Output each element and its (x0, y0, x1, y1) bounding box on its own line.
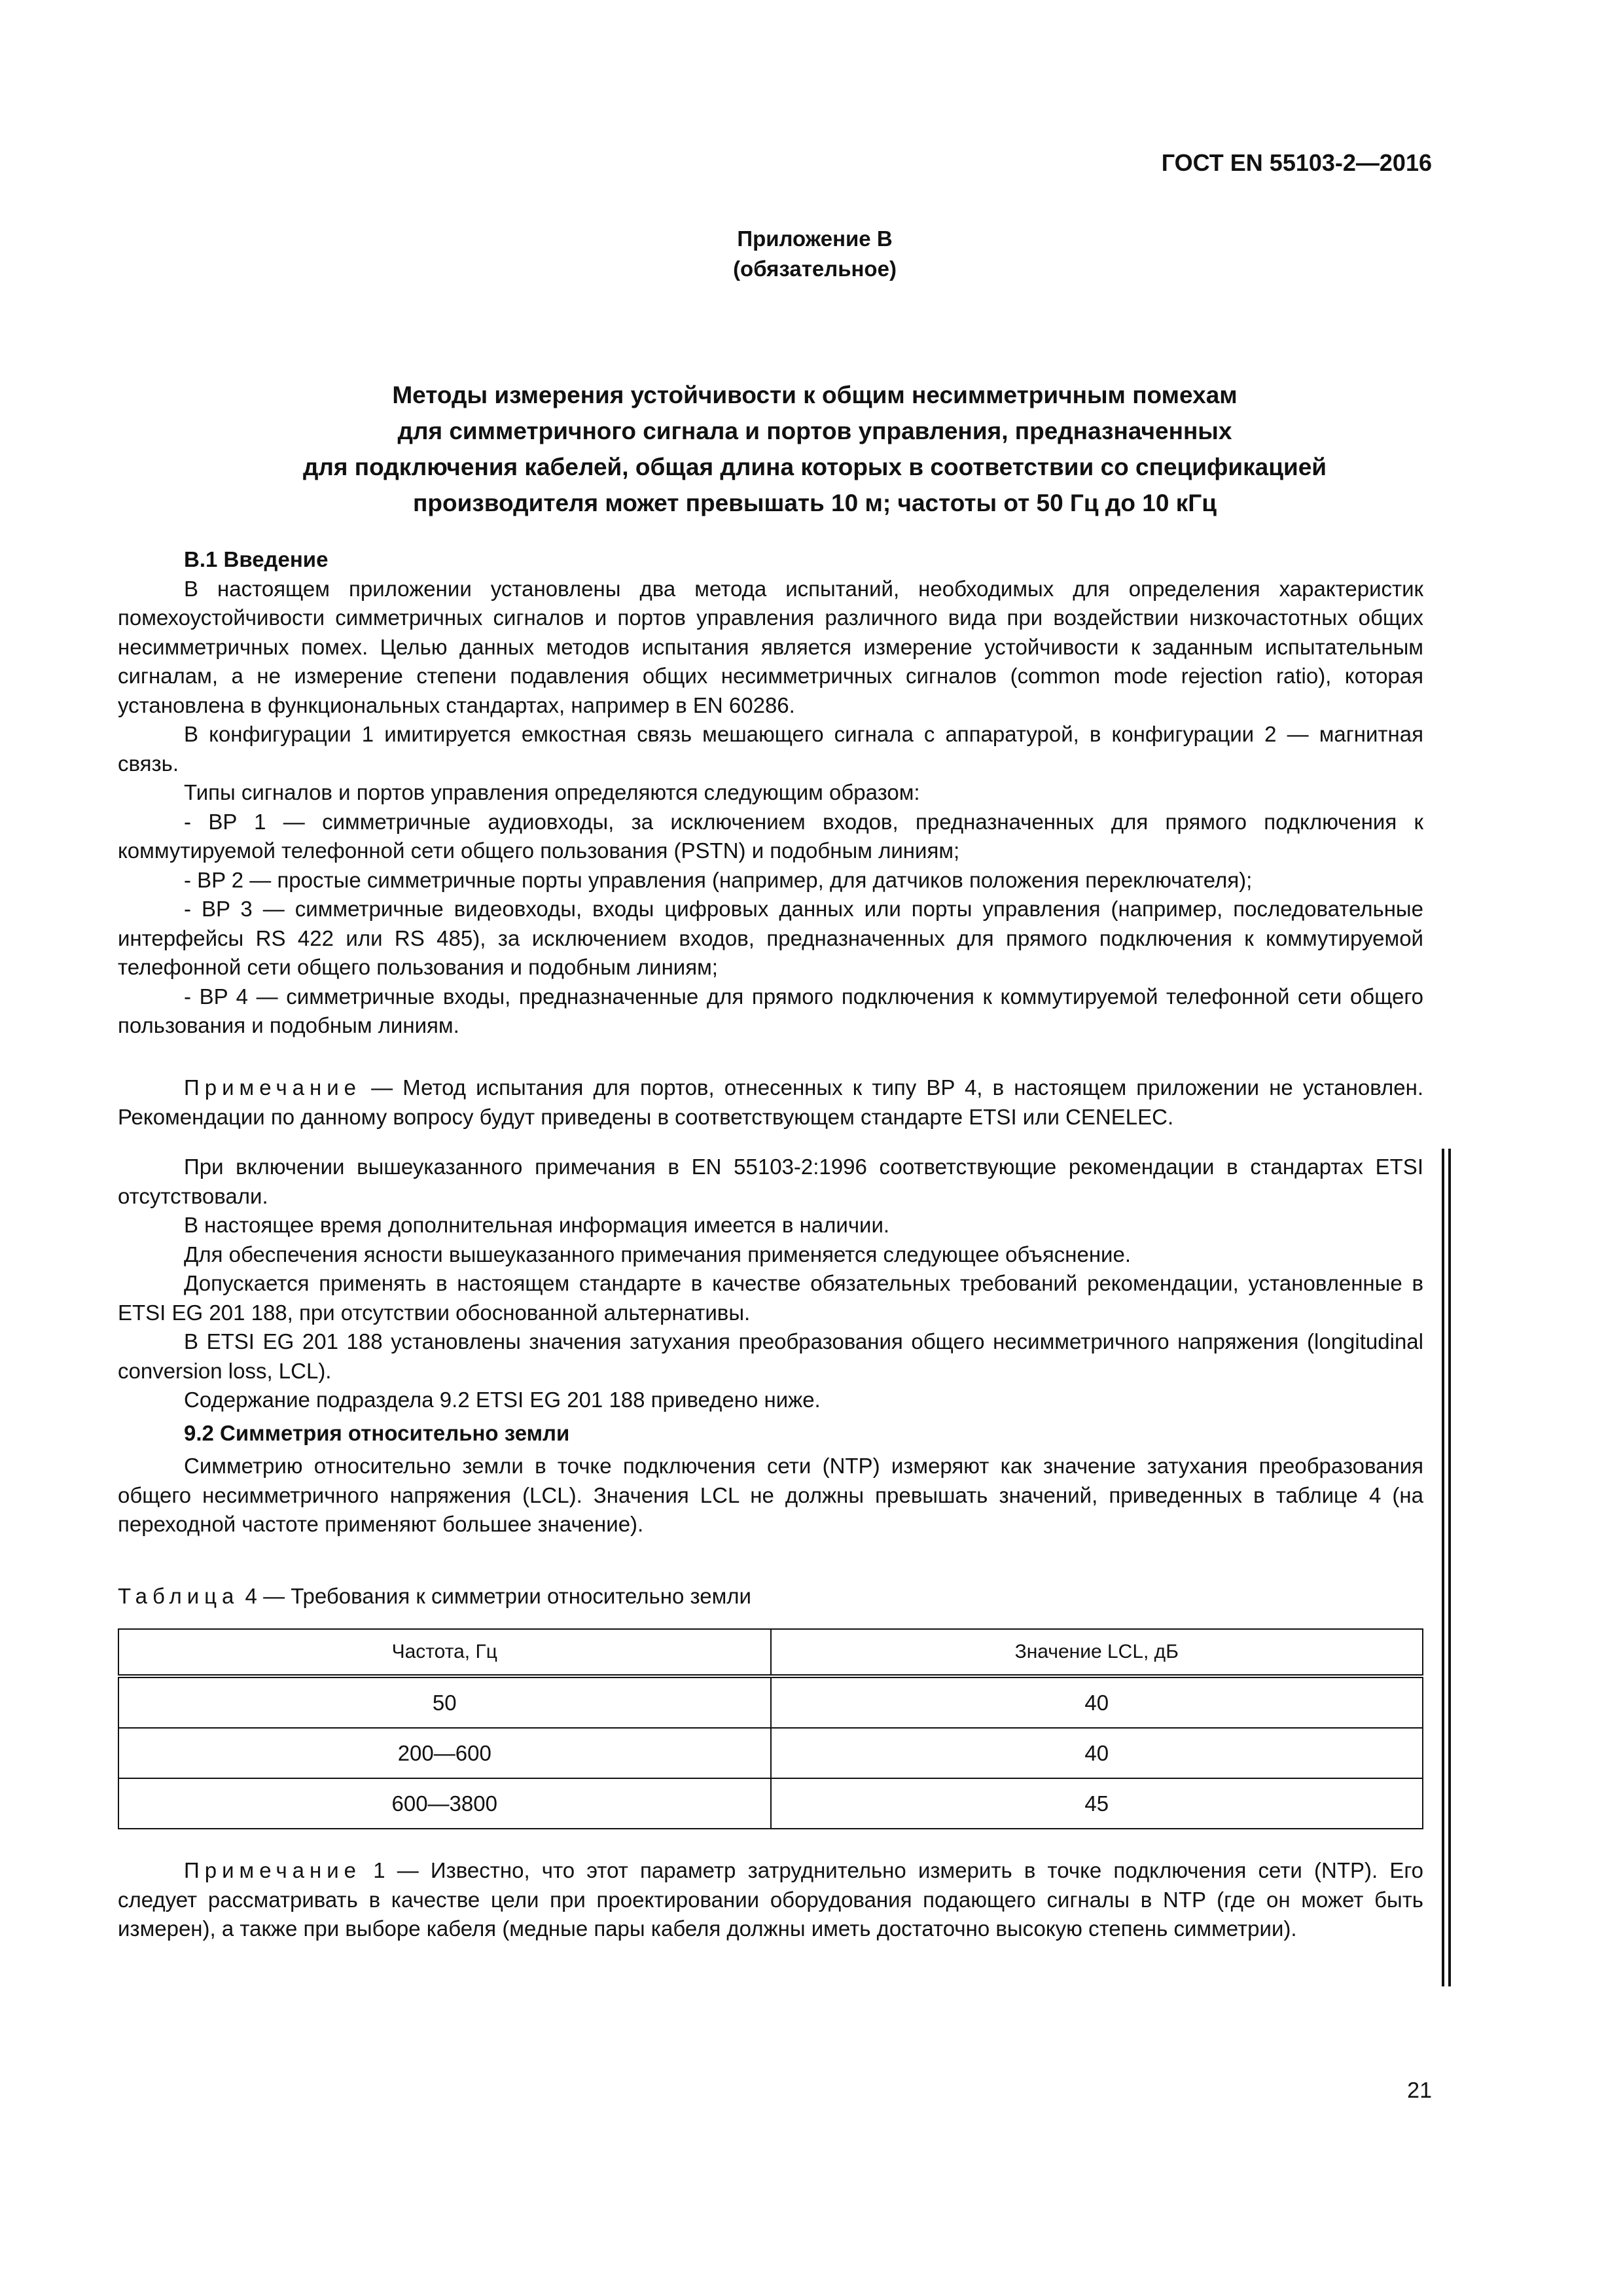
page-number: 21 (1407, 2078, 1432, 2103)
title-line: Методы измерения устойчивости к общим несимметричным помехам (392, 382, 1238, 408)
list-item: - BP 1 — симметричные аудиовходы, за исключением входов, предназначенных для прямого подключения к коммутируемой телефонной сети общего пользования (PSTN) и подобным линиям; (118, 809, 1423, 863)
cell-lcl: 45 (771, 1778, 1423, 1829)
list-item: - BP 3 — симметричные видеовходы, входы цифровых данных или порты управления (например, последовательные интерфейсы RS 422 или RS 485), за исключением входов, предназначенных для прямого подключения к коммутируемой телефонной сети общего пользования и подобным линиям; (118, 897, 1423, 979)
paragraph: При включении вышеуказанного примечания в EN 55103-2:1996 соответствующие рекомендации в стандартах ETSI отсутствовали. (118, 1155, 1423, 1208)
appendix-label: Приложение B (737, 226, 893, 251)
note-text: 1 — Известно, что этот параметр затруднительно измерить в точке подключения сети (NTP). Его следует рассматривать в качестве цели при проектировании оборудования подающего сигналы в NTP (где он может быть измерен), а также при выборе кабеля (медные пары кабеля должны иметь достаточно высокую степень симметрии). (118, 1858, 1423, 1941)
paragraph: В настоящее время дополнительная информация имеется в наличии. (184, 1213, 890, 1237)
cell-frequency: 600—3800 (118, 1778, 771, 1829)
paragraph: Допускается применять в настоящем стандарте в качестве обязательных требований рекомендации, установленные в ETSI EG 201 188, при отсутствии обоснованной альтернативы. (118, 1271, 1423, 1325)
note-label: Примечание (184, 1858, 362, 1882)
title-line: для подключения кабелей, общая длина которых в соответствии со спецификацией (302, 454, 1327, 480)
lcl-requirements-table (118, 1628, 1423, 1829)
note-label: Примечание (184, 1075, 362, 1100)
title-line: производителя может превышать 10 м; частоты от 50 Гц до 10 кГц (413, 490, 1217, 516)
change-bar (1448, 1149, 1451, 1986)
note-text: — Метод испытания для портов, отнесенных к типу BP 4, в настоящем приложении не установлен. Рекомендации по данному вопросу будут приведены в соответствующем стандарте ETSI или CENELEC. (118, 1075, 1423, 1129)
note-paragraph (118, 1856, 1423, 1944)
paragraph: В ETSI EG 201 188 установлены значения затухания преобразования общего несимметричного напряжения (longitudinal conversion loss, LCL). (118, 1329, 1423, 1383)
table-note (118, 1856, 1423, 1944)
list-item: - BP 2 — простые симметричные порты управления (например, для датчиков положения переключателя); (184, 867, 1253, 892)
table-caption (118, 1584, 751, 1609)
change-bar (1442, 1149, 1444, 1986)
cell-lcl: 40 (771, 1676, 1423, 1728)
column-header-frequency: Частота, Гц (118, 1629, 771, 1676)
subsection-heading: 9.2 Симметрия относительно земли (184, 1420, 570, 1445)
appendix-title (118, 377, 1512, 521)
appendix-heading (118, 224, 1512, 284)
explanation-section (118, 1153, 1423, 1539)
paragraph: В настоящем приложении установлены два метода испытаний, необходимых для определения характеристик помехоустойчивости симметричных сигналов и портов управления различного вида при воздействии низкочастотных общих несимметричных помех. Целью данных методов испытания является измерение устойчивости к заданным испытательным сигналам, а не измерение степени подавления общих несимметричных сигналов (common mode rejection ratio), которая установлена в функциональных стандартах, например в EN 60286. (118, 576, 1423, 717)
paragraph: Типы сигналов и портов управления определяются следующим образом: (184, 780, 920, 804)
table-caption-text: 4 — Требования к симметрии относительно земли (239, 1584, 751, 1608)
note-paragraph (118, 1073, 1423, 1132)
paragraph: Для обеспечения ясности вышеуказанного примечания применяется следующее объяснение. (184, 1242, 1132, 1266)
cell-frequency: 200—600 (118, 1728, 771, 1778)
document-code: ГОСТ EN 55103-2—2016 (1161, 149, 1432, 176)
introduction-section (118, 545, 1423, 1041)
paragraph: Симметрию относительно земли в точке подключения сети (NTP) измеряют как значение затухания преобразования общего несимметричного напряжения (LCL). Значения LCL не должны превышать значений, приведенных в таблице 4 (на переходной частоте применяют большее значение). (118, 1454, 1423, 1536)
table-caption-label: Таблица (118, 1584, 240, 1608)
note (118, 1073, 1423, 1132)
table-row (118, 1728, 1423, 1778)
cell-lcl: 40 (771, 1728, 1423, 1778)
table-row (118, 1778, 1423, 1829)
title-line: для симметричного сигнала и портов управления, предназначенных (397, 418, 1232, 444)
section-heading: В.1 Введение (184, 547, 329, 571)
list-item: - BP 4 — симметричные входы, предназначенные для прямого подключения к коммутируемой телефонной сети общего пользования и подобным линиям. (118, 984, 1423, 1037)
appendix-status: (обязательное) (733, 257, 897, 281)
paragraph: Содержание подраздела 9.2 ETSI EG 201 188 приведено ниже. (184, 1388, 821, 1412)
cell-frequency: 50 (118, 1676, 771, 1728)
paragraph: В конфигурации 1 имитируется емкостная связь мешающего сигнала с аппаратурой, в конфигурации 2 — магнитная связь. (118, 722, 1423, 776)
table-header-row (118, 1629, 1423, 1676)
table-row (118, 1676, 1423, 1728)
column-header-lcl: Значение LCL, дБ (771, 1629, 1423, 1676)
